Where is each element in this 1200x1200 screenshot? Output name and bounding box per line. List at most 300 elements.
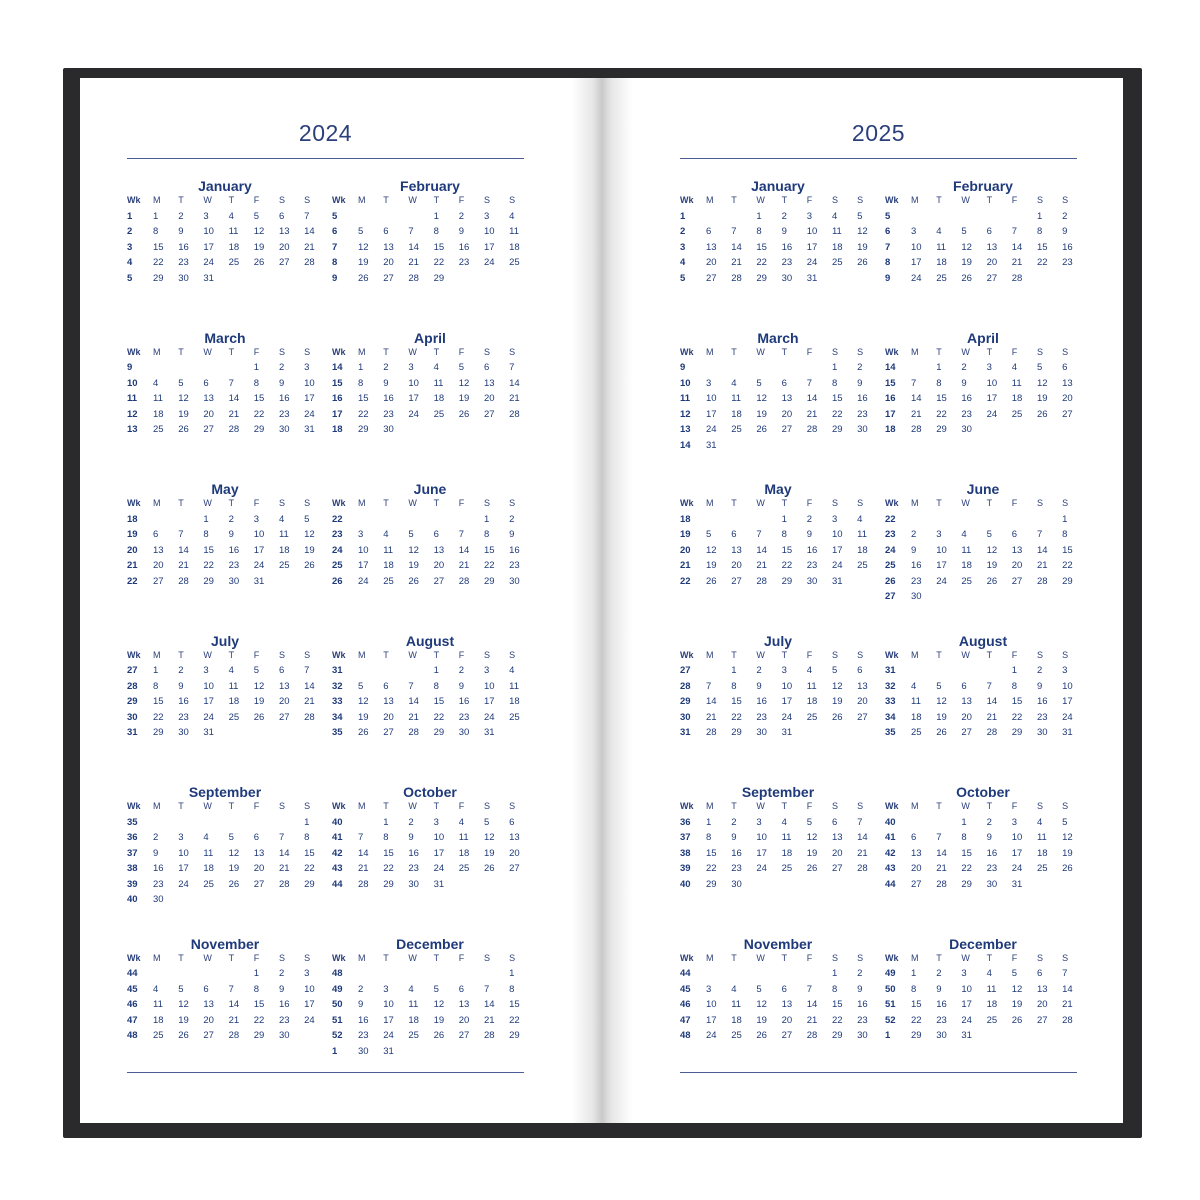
week-row <box>885 360 1087 376</box>
day-cell: 29 <box>153 272 164 284</box>
day-cell: 4 <box>458 816 465 828</box>
day-cell: 1 <box>731 665 737 676</box>
week-row <box>885 1013 1087 1029</box>
day-cell: 19 <box>756 408 767 420</box>
day-cell: 25 <box>228 257 240 268</box>
weekday-header: T <box>731 195 737 205</box>
week-number: 2 <box>680 226 686 237</box>
day-cell <box>832 438 857 454</box>
day-cell: 12 <box>961 241 972 253</box>
day-cell: 6 <box>1036 968 1043 979</box>
weekday-header: M <box>706 346 714 357</box>
day-cell: 16 <box>961 393 972 404</box>
day-cell: 30 <box>857 1030 868 1041</box>
day-cell: 29 <box>253 424 265 435</box>
week-number: 25 <box>885 560 896 571</box>
day-cell: 3 <box>831 513 838 525</box>
weekday-header: S <box>278 498 285 508</box>
day-cell: 18 <box>857 544 868 556</box>
day-cell: 22 <box>153 711 164 723</box>
day-cell <box>509 271 534 287</box>
week-row <box>885 663 1087 679</box>
day-cell <box>509 877 534 893</box>
day-cell: 14 <box>857 832 868 843</box>
weekday-header-row <box>885 951 1087 967</box>
day-cell: 6 <box>383 226 389 237</box>
day-cell: 13 <box>961 696 972 707</box>
week-row <box>885 725 1087 741</box>
day-cell: 12 <box>178 999 189 1010</box>
right-page-2025 <box>608 78 1123 1123</box>
day-cell: 10 <box>433 832 445 843</box>
day-cell: 30 <box>806 575 818 587</box>
weekday-header: M <box>358 801 366 811</box>
day-cell: 30 <box>358 1045 369 1057</box>
day-cell: 17 <box>986 393 998 404</box>
week-row <box>332 1044 534 1060</box>
day-cell: 16 <box>509 544 520 556</box>
day-cell: 21 <box>304 241 315 253</box>
weekday-header: T <box>433 346 440 357</box>
weekday-header: T <box>228 649 235 660</box>
day-cell: 2 <box>228 513 234 525</box>
weekday-header: T <box>936 649 942 660</box>
day-cell: 18 <box>731 408 742 420</box>
day-cell <box>153 815 178 831</box>
week-number: 49 <box>885 968 896 979</box>
day-cell: 2 <box>383 362 389 373</box>
weekday-header-row <box>885 799 1087 815</box>
week-number-header: Wk <box>332 498 346 508</box>
weekday-header-row <box>885 345 1087 361</box>
day-cell: 23 <box>1036 711 1048 723</box>
week-row <box>127 574 329 590</box>
day-cell: 15 <box>433 696 445 707</box>
day-cell <box>178 815 203 831</box>
day-cell <box>731 360 756 376</box>
weekday-header: T <box>731 346 737 357</box>
day-cell: 28 <box>304 257 315 268</box>
day-cell: 22 <box>831 1014 843 1026</box>
day-cell: 4 <box>153 377 159 389</box>
week-row <box>127 892 329 908</box>
day-cell: 24 <box>408 408 419 420</box>
week-number: 31 <box>680 727 691 738</box>
weekday-header-row <box>332 951 534 967</box>
week-number: 5 <box>885 210 891 222</box>
day-cell: 12 <box>1036 377 1048 389</box>
day-cell: 12 <box>304 529 315 540</box>
day-cell: 12 <box>483 832 495 843</box>
week-number: 37 <box>127 847 138 859</box>
day-cell: 22 <box>483 560 495 571</box>
weekday-header: T <box>433 801 440 811</box>
day-cell: 17 <box>706 1014 717 1026</box>
day-cell: 31 <box>806 272 818 284</box>
day-cell <box>987 422 1012 438</box>
weekday-header: W <box>408 195 417 205</box>
month-grid <box>127 496 329 589</box>
weekday-header: T <box>781 649 788 660</box>
day-cell: 13 <box>986 241 998 253</box>
day-cell: 16 <box>228 544 240 556</box>
day-cell: 23 <box>383 408 394 420</box>
day-cell: 27 <box>509 863 520 874</box>
week-number: 44 <box>127 968 138 979</box>
weekday-header: T <box>178 195 184 205</box>
day-cell: 19 <box>253 241 265 253</box>
weekday-header: W <box>961 346 970 357</box>
day-cell: 6 <box>509 816 515 828</box>
weekday-header: F <box>1011 195 1018 205</box>
day-cell <box>832 725 857 741</box>
week-row <box>680 679 882 695</box>
day-cell <box>434 1044 459 1060</box>
day-cell <box>1062 589 1087 605</box>
week-number: 31 <box>332 665 343 676</box>
weekday-header: M <box>706 498 714 508</box>
week-row <box>680 240 882 256</box>
day-cell: 19 <box>228 863 240 874</box>
day-cell: 10 <box>483 680 495 692</box>
day-cell: 18 <box>228 241 240 253</box>
weekday-header: F <box>806 195 813 205</box>
day-cell: 3 <box>706 377 712 389</box>
day-cell <box>509 725 534 741</box>
day-cell <box>459 512 484 528</box>
day-cell: 11 <box>383 544 394 556</box>
week-row <box>127 815 329 831</box>
week-row <box>885 543 1087 559</box>
day-cell: 28 <box>806 1030 818 1041</box>
day-cell <box>1037 1028 1062 1044</box>
week-number: 51 <box>885 999 896 1010</box>
week-number: 1 <box>127 210 133 222</box>
weekday-header: M <box>911 195 919 205</box>
weekday-header: M <box>153 952 161 963</box>
day-cell: 16 <box>278 999 290 1010</box>
week-row <box>680 422 882 438</box>
day-cell: 15 <box>961 847 972 859</box>
day-cell: 21 <box>358 863 369 874</box>
day-cell: 20 <box>731 560 742 571</box>
day-cell: 19 <box>857 241 868 253</box>
day-cell: 22 <box>304 863 315 874</box>
day-cell: 8 <box>153 226 159 237</box>
day-cell: 1 <box>831 968 838 979</box>
weekday-header: T <box>731 952 737 963</box>
day-cell: 13 <box>458 999 470 1010</box>
weekday-header: F <box>1011 498 1018 508</box>
weekday-header: S <box>483 346 490 357</box>
month-name: January <box>751 178 805 194</box>
weekday-header: T <box>433 498 440 508</box>
day-cell: 21 <box>857 847 868 859</box>
day-cell: 2 <box>178 210 184 222</box>
week-number-header: Wk <box>885 952 899 963</box>
day-cell: 16 <box>806 544 818 556</box>
day-cell: 29 <box>253 1030 265 1041</box>
day-cell: 5 <box>433 983 439 995</box>
day-cell: 6 <box>911 832 917 843</box>
day-cell <box>1037 271 1062 287</box>
bottom-rule <box>127 1072 524 1073</box>
weekday-header: F <box>806 801 813 811</box>
week-number: 36 <box>127 832 138 843</box>
week-number: 50 <box>332 999 343 1010</box>
weekday-header: T <box>731 649 737 660</box>
day-cell: 1 <box>433 665 439 676</box>
week-number: 24 <box>885 544 896 556</box>
day-cell: 17 <box>1062 696 1073 707</box>
day-cell <box>408 966 433 982</box>
day-cell: 26 <box>253 711 265 723</box>
day-cell <box>279 725 304 741</box>
weekday-header: S <box>1062 952 1069 963</box>
day-cell: 24 <box>383 1030 394 1041</box>
day-cell: 8 <box>831 983 838 995</box>
day-cell: 25 <box>458 863 470 874</box>
day-cell: 24 <box>1011 863 1023 874</box>
day-cell: 30 <box>509 575 520 587</box>
day-cell <box>1062 1028 1087 1044</box>
day-cell: 28 <box>1011 272 1023 284</box>
month-name: November <box>190 935 260 952</box>
day-cell <box>254 815 279 831</box>
day-cell: 13 <box>383 241 394 253</box>
weekday-header: S <box>831 952 838 963</box>
day-cell <box>383 209 408 225</box>
day-cell: 2 <box>1036 665 1043 676</box>
week-number: 3 <box>127 241 133 253</box>
week-number: 32 <box>332 680 343 692</box>
day-cell: 19 <box>178 408 189 420</box>
day-cell <box>178 966 203 982</box>
day-cell: 9 <box>278 377 285 389</box>
day-cell: 5 <box>857 210 863 222</box>
day-cell <box>229 815 254 831</box>
day-cell: 27 <box>1036 1014 1048 1026</box>
week-number-header: Wk <box>127 952 141 963</box>
week-number: 31 <box>127 727 138 738</box>
day-cell: 29 <box>756 272 767 284</box>
week-number: 39 <box>680 863 691 874</box>
day-cell: 18 <box>203 863 214 874</box>
day-cell: 24 <box>253 560 265 571</box>
day-cell: 14 <box>1062 983 1073 995</box>
weekday-header: T <box>433 952 440 963</box>
day-cell: 25 <box>433 408 445 420</box>
day-cell <box>484 422 509 438</box>
weekday-header: S <box>304 801 311 811</box>
week-number: 7 <box>885 241 891 253</box>
day-cell <box>434 512 459 528</box>
day-cell: 1 <box>756 210 762 222</box>
week-number: 12 <box>127 408 138 420</box>
day-cell: 19 <box>483 847 495 859</box>
week-number: 33 <box>332 696 343 707</box>
day-cell: 1 <box>253 362 260 373</box>
month-name: June <box>966 481 1000 497</box>
week-number: 20 <box>127 544 138 556</box>
day-cell <box>1037 589 1062 605</box>
day-cell: 11 <box>781 832 792 843</box>
day-cell: 19 <box>936 711 947 723</box>
day-cell: 11 <box>278 529 289 540</box>
week-number: 24 <box>332 544 343 556</box>
day-cell: 13 <box>203 393 214 404</box>
day-cell: 10 <box>986 377 998 389</box>
day-cell <box>706 360 731 376</box>
month-grid <box>885 951 1087 1044</box>
weekday-header: S <box>831 346 838 357</box>
week-row <box>127 543 329 559</box>
week-number: 45 <box>127 983 138 995</box>
day-cell: 30 <box>911 591 922 602</box>
day-cell: 11 <box>153 999 163 1010</box>
day-cell: 10 <box>178 847 189 859</box>
weekday-header: T <box>986 952 993 963</box>
week-number: 3 <box>680 241 686 253</box>
day-cell: 12 <box>706 544 717 556</box>
week-number-header: Wk <box>885 649 899 660</box>
weekday-header-row <box>332 193 534 209</box>
weekday-header: F <box>253 346 260 357</box>
day-cell: 29 <box>433 727 445 738</box>
day-cell: 29 <box>831 424 843 435</box>
day-cell: 1 <box>781 513 787 525</box>
weekday-header: S <box>278 346 285 357</box>
week-number: 17 <box>885 408 896 420</box>
day-cell <box>857 574 882 590</box>
day-cell: 22 <box>1011 711 1023 723</box>
day-cell <box>731 209 756 225</box>
week-number-header: Wk <box>332 801 346 811</box>
day-cell: 13 <box>781 999 793 1010</box>
day-cell: 21 <box>986 711 998 723</box>
day-cell: 27 <box>911 878 922 890</box>
month-grid <box>885 496 1087 605</box>
day-cell: 18 <box>433 393 445 404</box>
day-cell: 18 <box>911 711 922 723</box>
week-row <box>680 271 882 287</box>
day-cell <box>756 512 781 528</box>
day-cell: 17 <box>483 696 495 707</box>
day-cell <box>936 209 961 225</box>
weekday-header: T <box>383 346 389 357</box>
day-cell <box>731 966 756 982</box>
day-cell: 5 <box>1062 816 1068 828</box>
day-cell: 3 <box>304 968 310 979</box>
day-cell: 16 <box>781 241 793 253</box>
day-cell: 11 <box>228 226 239 237</box>
day-cell <box>279 574 304 590</box>
day-cell: 23 <box>153 878 164 890</box>
day-cell <box>961 512 986 528</box>
day-cell: 27 <box>1011 575 1023 587</box>
day-cell: 16 <box>458 696 470 707</box>
day-cell: 3 <box>383 983 389 995</box>
day-cell: 4 <box>278 513 285 525</box>
month-grid <box>680 345 882 454</box>
day-cell: 8 <box>936 377 942 389</box>
day-cell: 7 <box>304 210 310 222</box>
day-cell: 10 <box>806 226 818 237</box>
week-number: 34 <box>885 711 896 723</box>
week-number: 22 <box>332 513 343 525</box>
week-number: 29 <box>127 696 138 707</box>
day-cell <box>254 271 279 287</box>
week-number: 50 <box>885 983 896 995</box>
week-number: 38 <box>127 863 138 874</box>
day-cell: 8 <box>781 529 787 540</box>
day-cell: 21 <box>228 1014 240 1026</box>
day-cell <box>987 1028 1012 1044</box>
day-cell: 3 <box>203 210 209 222</box>
week-number: 48 <box>127 1030 138 1041</box>
day-cell <box>408 209 433 225</box>
week-row <box>885 527 1087 543</box>
day-cell: 5 <box>1011 968 1018 979</box>
day-cell: 3 <box>203 665 209 676</box>
day-cell: 5 <box>253 210 260 222</box>
day-cell: 12 <box>857 226 868 237</box>
week-row <box>127 997 329 1013</box>
week-number-header: Wk <box>680 195 694 205</box>
day-cell: 13 <box>278 226 290 237</box>
day-cell: 26 <box>831 711 843 723</box>
day-cell: 1 <box>153 210 159 222</box>
day-cell: 14 <box>278 847 290 859</box>
day-cell: 3 <box>961 968 967 979</box>
day-cell: 1 <box>911 968 917 979</box>
week-row <box>332 725 534 741</box>
week-row <box>332 543 534 559</box>
day-cell: 15 <box>153 241 164 253</box>
weekday-header: S <box>1062 498 1069 508</box>
day-cell: 25 <box>831 257 843 268</box>
week-number: 43 <box>885 863 896 874</box>
month-name: April <box>967 329 999 346</box>
week-row <box>127 982 329 998</box>
day-cell: 1 <box>961 816 967 828</box>
day-cell: 10 <box>831 529 843 540</box>
day-cell: 24 <box>936 575 947 587</box>
day-cell <box>254 892 279 908</box>
weekday-header: W <box>756 952 765 963</box>
day-cell <box>153 512 178 528</box>
day-cell: 17 <box>304 393 315 404</box>
day-cell <box>459 271 484 287</box>
week-number: 39 <box>127 878 138 890</box>
day-cell: 25 <box>408 1030 419 1041</box>
day-cell: 29 <box>153 727 164 738</box>
day-cell: 8 <box>483 529 490 540</box>
weekday-header: W <box>408 498 417 508</box>
day-cell: 26 <box>756 1030 767 1041</box>
day-cell: 29 <box>509 1030 520 1041</box>
day-cell: 18 <box>986 999 998 1010</box>
day-cell <box>911 663 936 679</box>
day-cell <box>203 892 228 908</box>
day-cell: 14 <box>1011 241 1023 253</box>
day-cell: 30 <box>986 878 998 890</box>
month-name: September <box>741 784 815 800</box>
day-cell: 6 <box>781 377 787 389</box>
top-rule <box>680 158 1077 159</box>
day-cell <box>987 589 1012 605</box>
day-cell: 23 <box>936 1014 947 1026</box>
